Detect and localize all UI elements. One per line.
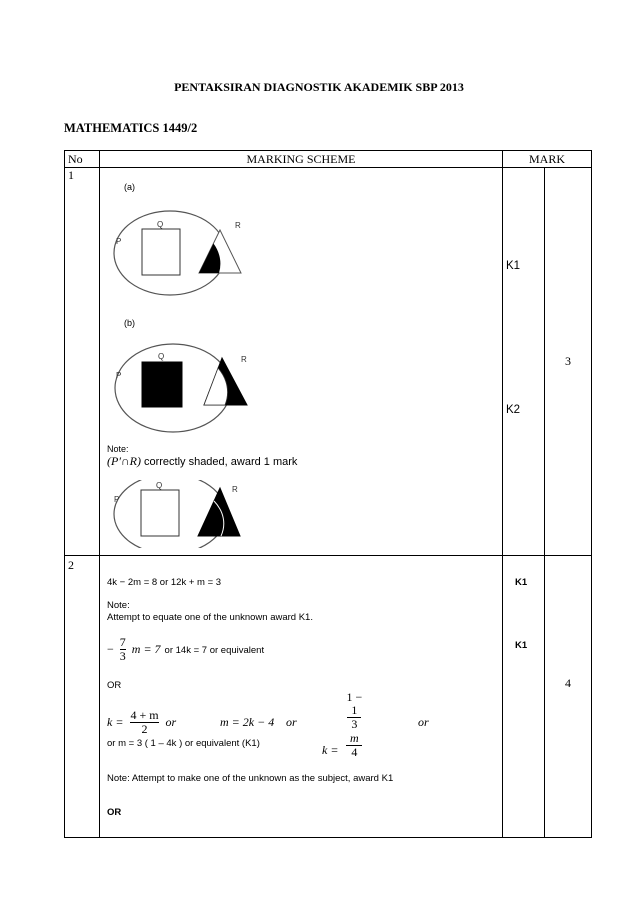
svg-text:R: R <box>235 221 241 230</box>
q2-mark-2: K1 <box>515 640 528 651</box>
q2-f3-top-post: m <box>349 731 359 745</box>
q2-f1-lhs: k = <box>107 715 124 730</box>
q2-formula-2: m = 2k − 4 <box>220 715 275 729</box>
q2-f3-inner-fraction <box>347 704 361 731</box>
svg-text:Q: Q <box>158 352 165 361</box>
q2-step-marks <box>503 556 545 838</box>
q2-formula-2-or: or <box>286 715 297 729</box>
q2-equation-1: 4k − 2m = 8 or 12k + m = 3 <box>107 577 222 588</box>
svg-text:R: R <box>241 355 247 364</box>
q2-or-2: OR <box>107 807 122 818</box>
q2-formula-3-or: or <box>418 715 429 729</box>
q1-scheme <box>100 168 503 556</box>
header-marking-scheme: MARKING SCHEME <box>100 151 503 168</box>
q2-f3-inner-den: 3 <box>347 717 361 731</box>
q1-number: 1 <box>65 168 100 556</box>
q2-f3-top-pre: 1 − <box>346 690 363 704</box>
venn-diagram-note <box>108 480 248 548</box>
q2-scheme <box>100 556 503 838</box>
q2-eq2-denominator: 3 <box>119 649 126 663</box>
q2-note-1-text: Attempt to equate one of the unknown award K1. <box>107 612 313 623</box>
document-title: PENTAKSIRAN DIAGNOSTIK AKADEMIK SBP 2013 <box>174 80 464 94</box>
table-row-q2 <box>65 556 592 838</box>
q2-f3-inner-num: 1 <box>351 703 358 717</box>
q1-mark-b: K2 <box>506 404 521 416</box>
q1-total-cell <box>545 168 592 556</box>
q2-formula-1 <box>107 709 176 736</box>
svg-text:R: R <box>232 485 238 494</box>
q2-total-cell <box>545 556 592 838</box>
svg-text:P: P <box>114 495 120 504</box>
q1-note-expression: (P′∩R) <box>107 454 141 468</box>
q2-or-1: OR <box>107 680 122 691</box>
svg-text:Q: Q <box>157 220 164 229</box>
q1-total-mark: 3 <box>565 354 571 368</box>
q2-number: 2 <box>65 556 100 838</box>
svg-text:P: P <box>116 371 122 380</box>
q2-eq2-or-text: or 14k = 7 or equivalent <box>164 645 265 657</box>
marking-scheme-table <box>64 150 592 838</box>
q2-eq2-fraction <box>120 636 126 663</box>
q2-f3-numerator <box>346 690 362 745</box>
q2-f1-or: or <box>165 715 177 730</box>
table-header-row <box>65 151 592 168</box>
q1-note-label: Note: <box>107 444 129 454</box>
q1-note-line <box>107 454 297 469</box>
q2-f3-fraction <box>346 690 362 759</box>
venn-diagram-a <box>108 208 248 298</box>
table-row-q1 <box>65 168 592 556</box>
header-no: No <box>65 151 100 168</box>
q2-f1-fraction <box>130 709 158 736</box>
header-mark: MARK <box>503 151 592 168</box>
q2-f3-lhs: k = <box>322 743 339 758</box>
q2-eq2-rest: m = 7 <box>131 642 161 657</box>
q2-note-2: Note: Attempt to make one of the unknown as the subject, award K1 <box>107 773 394 784</box>
q2-f1-numerator: 4 + m <box>130 708 159 722</box>
q1-note-text: correctly shaded, award 1 mark <box>143 456 298 468</box>
q1-part-a-label: (a) <box>124 182 135 192</box>
svg-text:P: P <box>116 237 122 246</box>
q2-alternative: or m = 3 ( 1 – 4k ) or equivalent (K1) <box>107 738 260 749</box>
q1-part-b-label: (b) <box>124 318 135 328</box>
q2-note-1-label: Note: <box>107 600 130 611</box>
q2-equation-2 <box>107 636 264 663</box>
q2-total-mark: 4 <box>565 676 571 690</box>
q2-eq2-minus: − <box>107 642 114 657</box>
venn-diagram-b <box>108 340 253 434</box>
q2-f3-denominator: 4 <box>346 745 362 759</box>
q2-mark-1: K1 <box>515 577 528 588</box>
q1-mark-a: K1 <box>506 260 521 272</box>
q2-eq2-numerator: 7 <box>119 635 126 649</box>
q2-formula-3 <box>322 690 362 759</box>
q1-step-marks <box>503 168 545 556</box>
q2-f1-denominator: 2 <box>130 722 158 736</box>
svg-text:Q: Q <box>156 481 163 490</box>
subject-code: MATHEMATICS 1449/2 <box>64 121 198 135</box>
